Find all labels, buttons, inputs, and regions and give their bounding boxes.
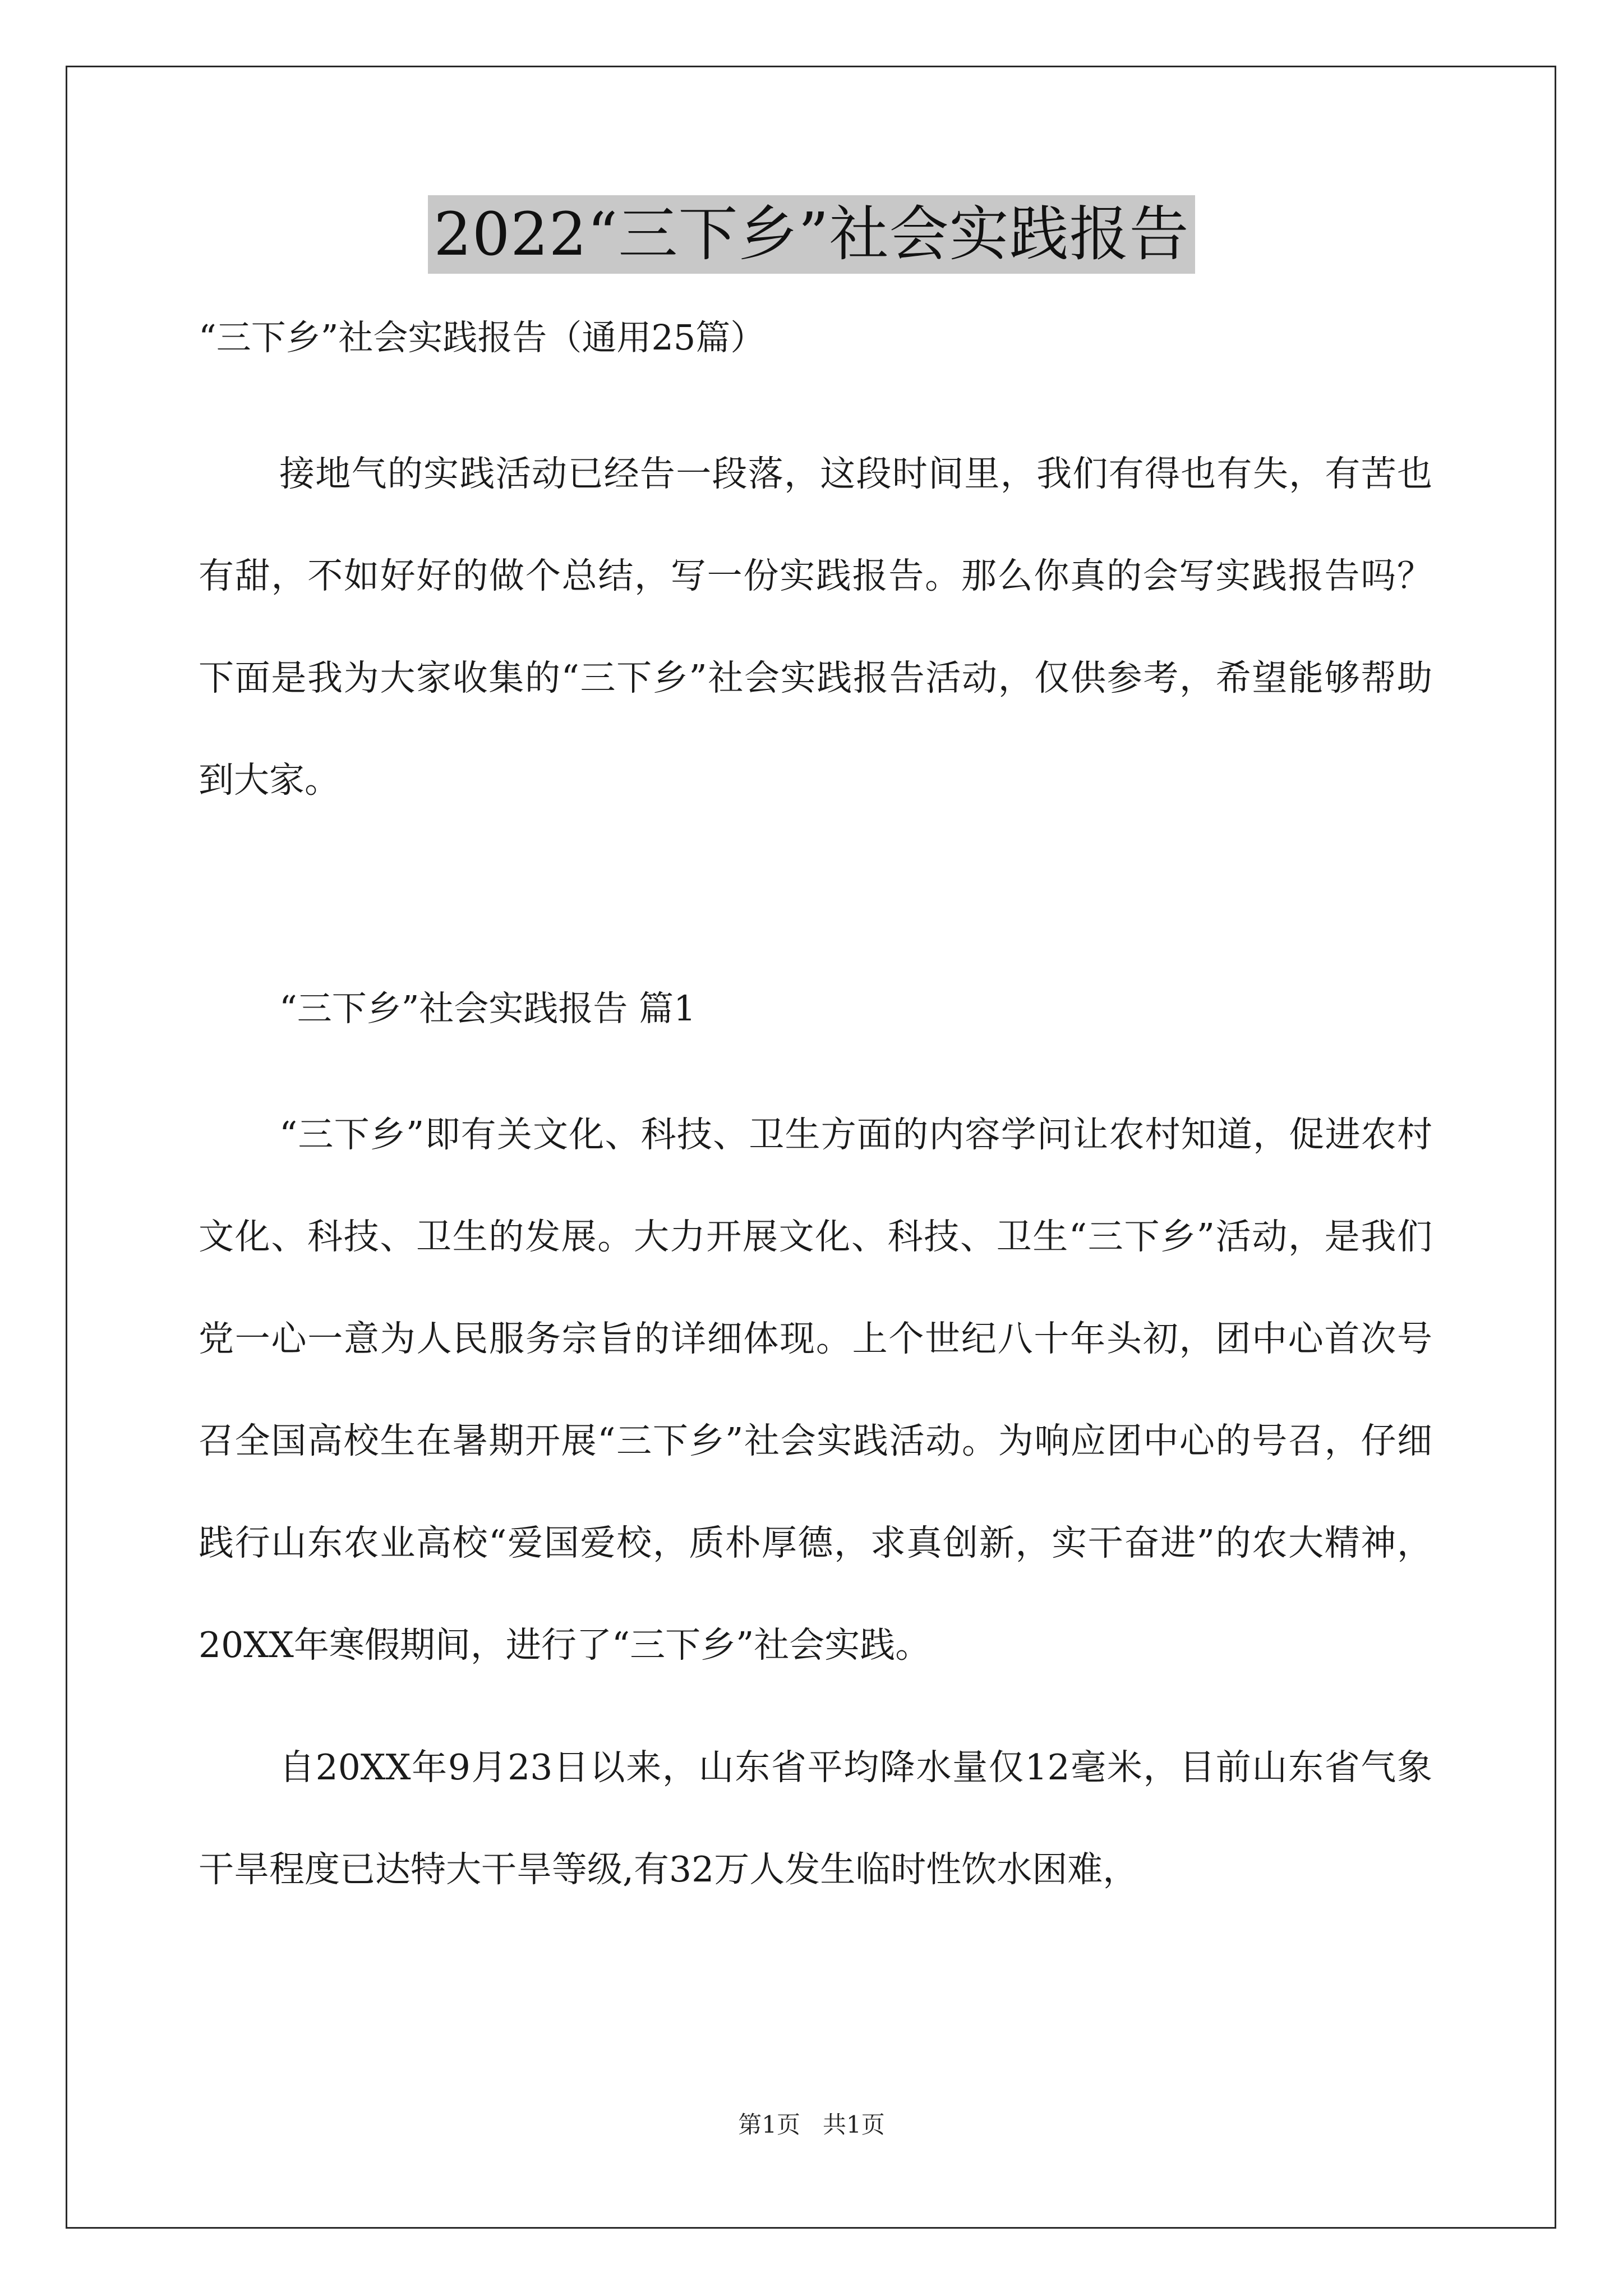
body-paragraph: “三下乡”即有关文化、科技、卫生方面的内容学问让农村知道，促进农村文化、科技、卫生的发展。大力开展文化、科技、卫生“三下乡”活动，是我们党一心一意为人民服务宗旨的详细体现。上个世纪八十年头初，团中心首次号召全国高校生在暑期开展“三下乡”社会实践活动。为响应团中心的号召，仔细践行山东农业高校“爱国爱校，质朴厚德，求真创新，实干奋进”的农大精神，20XX年寒假期间，进行了“三下乡”社会实践。 xyxy=(199,1114,1432,1665)
body-paragraph: 自20XX年9月23日以来，山东省平均降水量仅12毫米，目前山东省气象干旱程度已达特大干旱等级,有32万人发生临时性饮水困难， xyxy=(199,1747,1432,1890)
document-title: 2022“三下乡”社会实践报告 xyxy=(428,195,1195,274)
document-subtitle: “三下乡”社会实践报告（通用25篇） xyxy=(199,317,766,358)
section-heading: “三下乡”社会实践报告 篇1 xyxy=(279,988,696,1029)
title-container xyxy=(0,195,1623,274)
page-footer: 第1页 共1页 xyxy=(738,2111,885,2138)
intro-paragraph: 接地气的实践活动已经告一段落，这段时间里，我们有得也有失，有苦也有甜，不如好好的做个总结，写一份实践报告。那么你真的会写实践报告吗？下面是我为大家收集的“三下乡”社会实践报告活动，仅供参考，希望能够帮助到大家。 xyxy=(199,453,1432,800)
document-body xyxy=(199,313,1432,1921)
